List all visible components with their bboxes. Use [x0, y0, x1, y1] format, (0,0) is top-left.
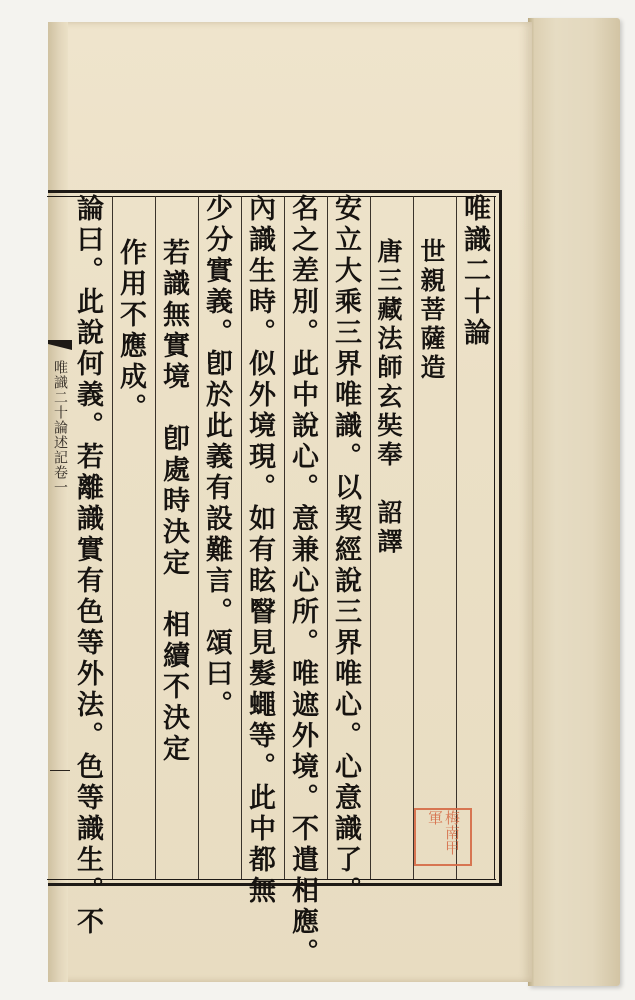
text-column: 論曰。此說何義。若離識實有色等外法。色等識生。不 — [72, 194, 103, 938]
book-page-edges — [528, 18, 620, 986]
column-title: 唯識二十論 — [459, 194, 490, 349]
body-text — [72, 194, 498, 969]
verse-column: 作用不應成。 — [115, 238, 146, 424]
verse-column: 若識無實境 卽處時決定 相續不決定 — [158, 238, 189, 765]
collector-seal — [414, 808, 472, 866]
text-column: 少分實義。卽於此義有設難言。頌曰。 — [201, 194, 232, 721]
column-author: 世親菩薩造 — [417, 238, 446, 383]
text-column: 內識生時。似外境現。如有眩瞖見髮蠅等。此中都無 — [244, 194, 275, 907]
fold-title: 唯識二十論述記卷一 — [52, 360, 68, 495]
text-column: 安立大乘三界唯識。以契經說三界唯心。心意識了。 — [330, 194, 361, 907]
text-column: 名之差別。此中說心。意兼心所。唯遮外境。不遣相應。 — [287, 194, 318, 969]
seal-text: 梅南甲軍 — [426, 810, 461, 855]
column-translator: 唐三藏法師玄奘奉 詔譯 — [374, 238, 403, 557]
